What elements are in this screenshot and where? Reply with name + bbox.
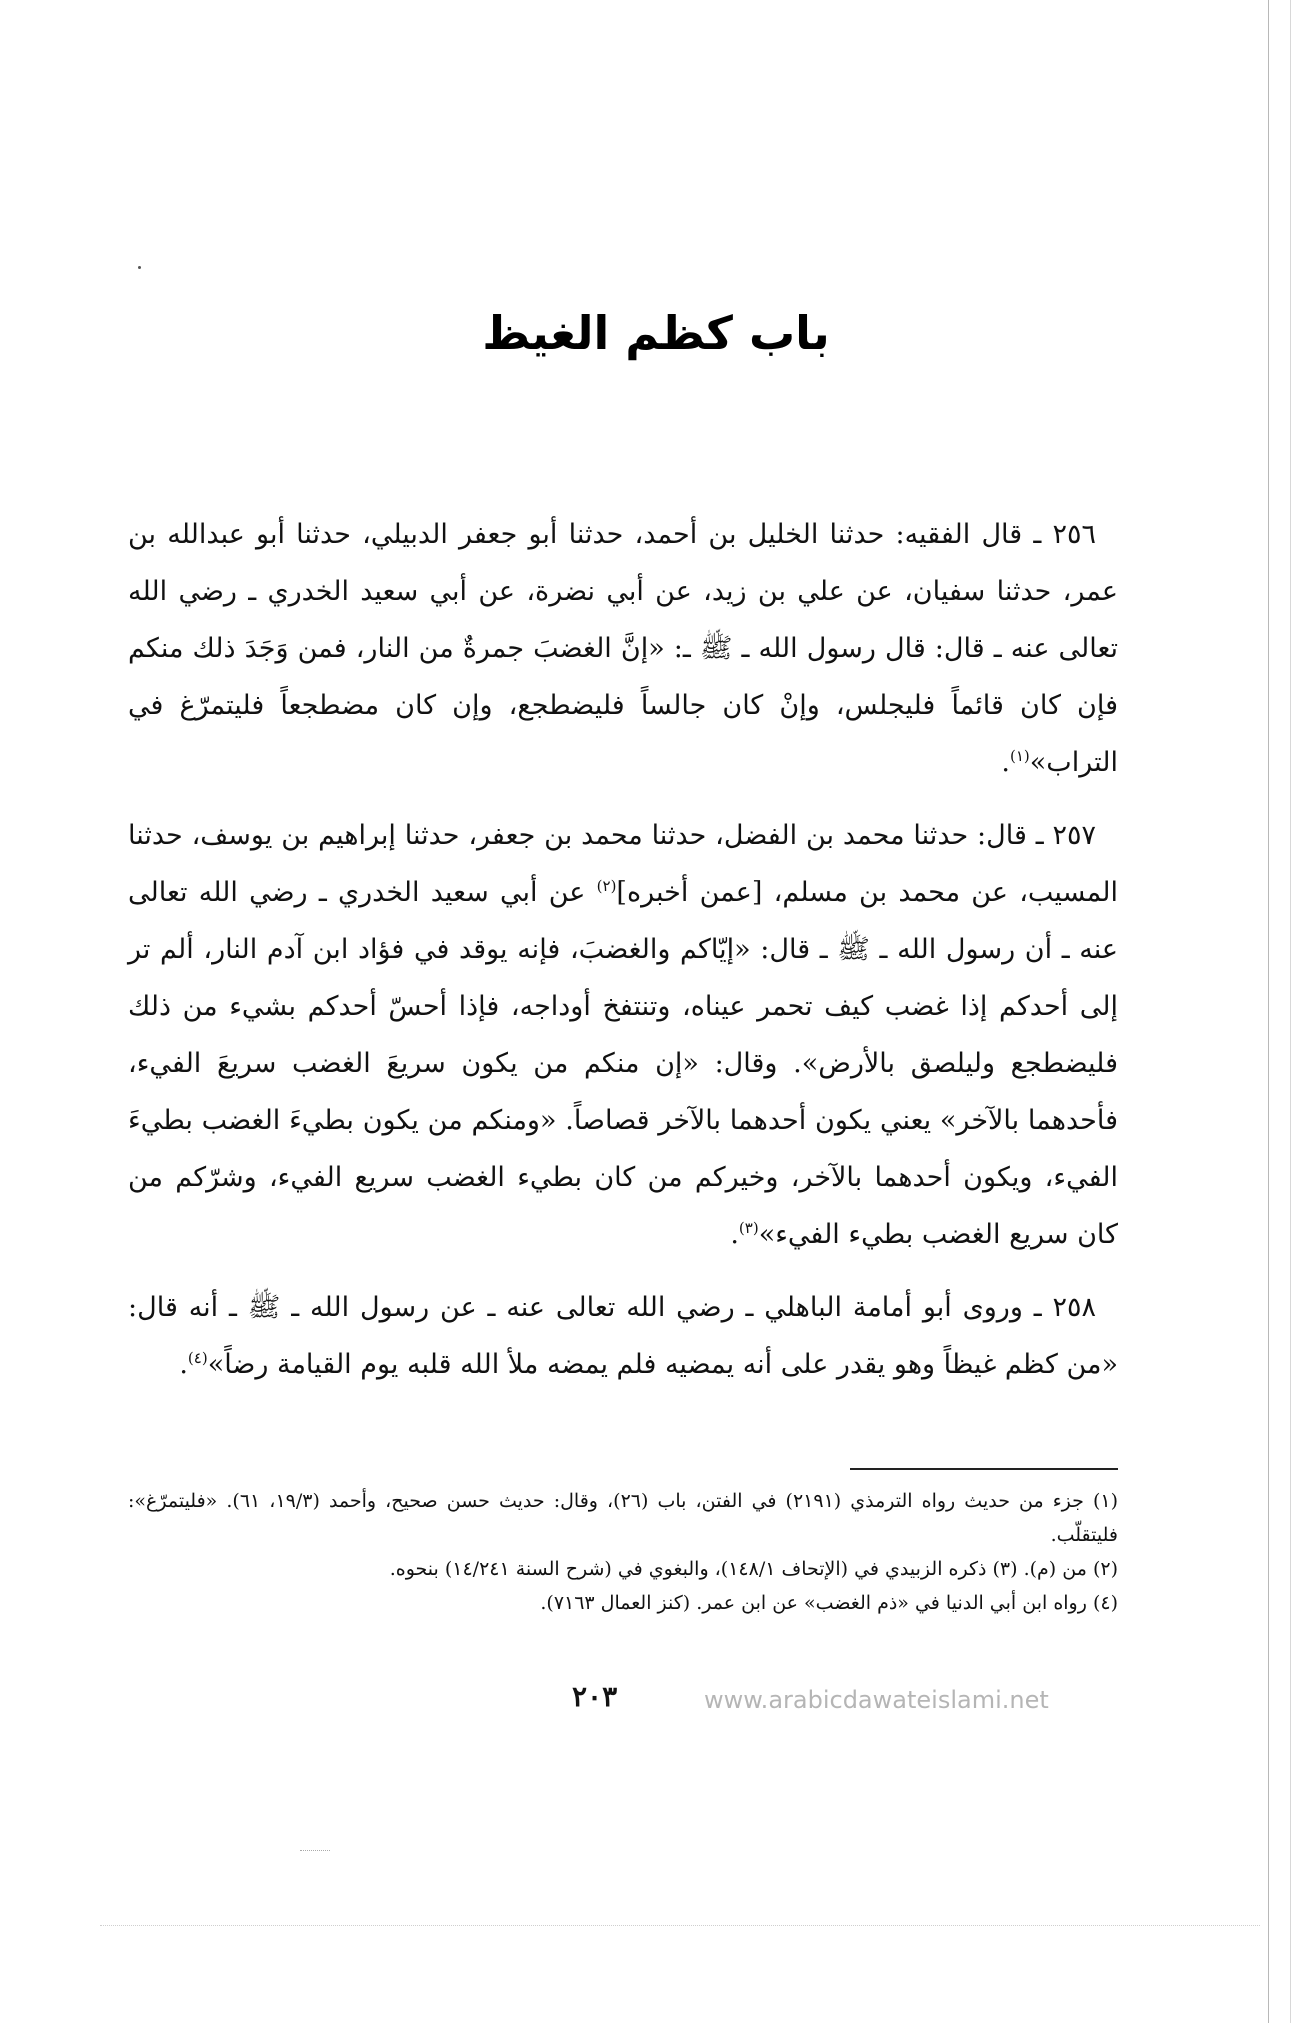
- footnote-marker-2: (٢): [596, 877, 617, 895]
- page-number: ٢٠٣: [572, 1680, 618, 1713]
- footnote-4: (٤) رواه ابن أبي الدنيا في «ذم الغضب» عن ابن عمر. (كنز العمال ٧١٦٣).: [540, 1592, 1118, 1614]
- footnote-2-3: (٢) من (م). (٣) ذكره الزبيدي في (الإتحاف ١٤٨/١)، والبغوي في (شرح السنة ١٤/٢٤١) بنحوه.: [389, 1558, 1118, 1580]
- footnote-separator: [850, 1468, 1118, 1470]
- footnote-1: (١) جزء من حديث رواه الترمذي (٢١٩١) في الفتن، باب (٢٦)، وقال: حديث حسن صحيح، وأحمد (١٩/٣، ٦١). «فليتمرّغ»: فليتقلّب.: [128, 1490, 1118, 1546]
- main-text: [128, 506, 1118, 1409]
- paragraph-end-mark: .: [179, 1349, 188, 1380]
- scan-speck-line: [300, 1850, 330, 1853]
- footnote-marker-3: (٣): [738, 1219, 759, 1237]
- paragraph-end-mark: .: [1001, 747, 1010, 778]
- scan-speck: [138, 266, 141, 269]
- footnote-marker-1: (١): [1010, 747, 1030, 765]
- paragraph-256-text: ٢٥٦ ـ قال الفقيه: حدثنا الخليل بن أحمد، حدثنا أبو جعفر الدبيلي، حدثنا أبو عبدالله بن عمر، حدثنا سفيان، عن علي بن زيد، عن أبي نضرة، عن أبي سعيد الخدري ـ رضي الله تعالى عنه ـ قال: قال رسول الله ـ ﷺ ـ: «إنَّ الغضبَ جمرةٌ من النار، فمن وَجَدَ ذلك منكم فإن كان قائماً فليجلس، وإنْ كان جالساً فليضطجع، وإن كان مضطجعاً فليتمرّغ في التراب»: [128, 519, 1118, 778]
- watermark-url: www.arabicdawateislami.net: [704, 1686, 1049, 1714]
- paragraph-257-text-cont: عن أبي سعيد الخدري ـ رضي الله تعالى عنه ـ أن رسول الله ـ ﷺ ـ قال: «إيّاكم والغضبَ، فإنه يوقد في فؤاد ابن آدم النار، ألم تر إلى أحدكم إذا غضب كيف تحمر عيناه، وتنتفخ أوداجه، فإذا أحسّ أحدكم بشيء من ذلك فليضطجع وليلصق بالأرض». وقال: «إن منكم من يكون سريعَ الغضب سريعَ الفيء، فأحدهما بالآخر» يعني يكون أحدهما بالآخر قصاصاً. «ومنكم من يكون بطيءَ الغضب بطيءَ الفيء، ويكون أحدهما بالآخر، وخيركم من كان بطيء الغضب سريع الفيء، وشرّكم من كان سريع الغضب بطيء الفيء»: [128, 877, 1118, 1250]
- paragraph-256: [128, 506, 1118, 791]
- paragraph-258-text: ٢٥٨ ـ وروى أبو أمامة الباهلي ـ رضي الله تعالى عنه ـ عن رسول الله ـ ﷺ ـ أنه قال: «من كظم غيظاً وهو يقدر على أنه يمضيه فلم يمضه ملأ الله قلبه يوم القيامة رضاً»: [128, 1292, 1118, 1380]
- page-footer: [0, 1680, 1312, 1730]
- chapter-title: باب كظم الغيظ: [482, 306, 830, 360]
- paragraph-258: [128, 1279, 1118, 1393]
- paragraph-257-text: ٢٥٧ ـ قال: حدثنا محمد بن الفضل، حدثنا محمد بن جعفر، حدثنا إبراهيم بن يوسف، حدثنا المسيب، عن محمد بن مسلم، [عمن أخبره]: [128, 820, 1118, 908]
- paragraph-257: [128, 807, 1118, 1263]
- scan-dotted-edge: [100, 1925, 1260, 1928]
- paragraph-end-mark: .: [730, 1219, 739, 1250]
- footnote-marker-4: (٤): [187, 1349, 208, 1367]
- footnotes: [128, 1484, 1118, 1620]
